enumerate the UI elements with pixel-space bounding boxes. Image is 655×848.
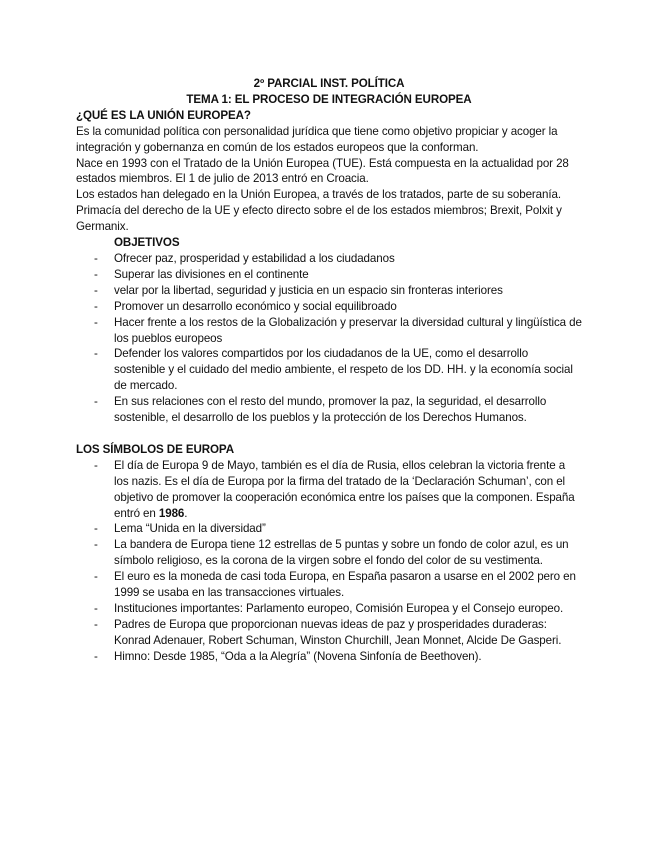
dash-bullet: - <box>94 522 98 536</box>
list-item <box>76 315 582 347</box>
list-item <box>76 537 582 569</box>
list-item-text: Instituciones importantes: Parlamento europeo, Comisión Europea y el Consejo europeo. <box>114 602 564 615</box>
paragraph: Nace en 1993 con el Tratado de la Unión Europea (TUE). Está compuesta en la actualidad por 28 estados miembros. El 1 de julio de 2013 entró en Croacia. <box>76 156 569 186</box>
list-item <box>76 617 582 649</box>
symbols-list <box>76 458 582 665</box>
dash-bullet: - <box>94 347 98 361</box>
paragraph: Los estados han delegado en la Unión Europea, a través de los tratados, parte de su soberanía. <box>76 188 561 202</box>
list-item-end: . <box>184 506 188 520</box>
list-item <box>76 346 582 394</box>
dash-bullet: - <box>94 602 98 615</box>
dash-bullet: - <box>94 251 98 265</box>
dash-bullet: - <box>94 458 98 472</box>
dash-bullet: - <box>94 315 98 329</box>
dash-bullet: - <box>94 283 98 297</box>
document-body <box>76 76 582 665</box>
list-item-text: La bandera de Europa tiene 12 estrellas de 5 puntas y sobre un fondo de color azul, es un símbolo religioso, es la corona de la virgen sobre el fondo del color de su vestimenta. <box>114 538 569 568</box>
dash-bullet: - <box>94 395 98 409</box>
list-item-text: En sus relaciones con el resto del mundo, promover la paz, la seguridad, el desarrollo sostenible, el desarrollo de los pueblos y la protección de los Derechos Humanos. <box>114 395 547 425</box>
document-title: 2º PARCIAL INST. POLÍTICA <box>253 77 405 90</box>
year-highlight: 1986 <box>158 506 185 520</box>
dash-bullet: - <box>94 649 98 663</box>
list-item-text: velar por la libertad, seguridad y justicia en un espacio sin fronteras interiores <box>114 283 503 297</box>
list-item-text: El día de Europa 9 de Mayo, también es el día de Rusia, ellos celebran la victoria frente a los nazis. Es el día de Europa por la firma del tratado de la ‘Declaración Schuman’, con el objetivo de promover la cooperación económica entre los países que la componen. España entró en <box>114 458 575 520</box>
list-item-text: Ofrecer paz, prosperidad y estabilidad a los ciudadanos <box>114 251 395 265</box>
list-item <box>76 521 582 537</box>
list-item-text: Lema “Unida en la diversidad” <box>114 522 266 536</box>
list-item <box>76 251 582 267</box>
list-item-text: Himno: Desde 1985, “Oda a la Alegría” (Novena Sinfonía de Beethoven). <box>114 649 482 663</box>
list-item-text: Padres de Europa que proporcionan nuevas ideas de paz y prosperidades duraderas: Konrad Adenauer, Robert Schuman, Winston Churchill, Jean Monnet, Alcide De Gasperi. <box>114 617 562 647</box>
list-item <box>76 394 582 426</box>
list-item <box>76 569 582 601</box>
paragraph: Primacía del derecho de la UE y efecto directo sobre el de los estados miembros; Brexit, Polxit y Germanix. <box>76 204 562 234</box>
list-item-text: Hacer frente a los restos de la Globalización y preservar la diversidad cultural y lingüística de los pueblos europeos <box>114 315 582 345</box>
dash-bullet: - <box>94 267 98 281</box>
list-item-text: Promover un desarrollo económico y social equilibroado <box>114 299 397 313</box>
dash-bullet: - <box>94 538 98 552</box>
document-subtitle: TEMA 1: EL PROCESO DE INTEGRACIÓN EUROPEA <box>186 92 472 106</box>
list-item <box>76 458 582 522</box>
list-item-text: Superar las divisiones en el continente <box>114 267 309 281</box>
list-item <box>76 601 582 617</box>
list-item <box>76 649 582 665</box>
spacer <box>76 426 582 442</box>
section-heading-symbols: LOS SÍMBOLOS DE EUROPA <box>76 442 234 456</box>
objectives-list <box>76 251 582 426</box>
dash-bullet: - <box>94 617 98 631</box>
paragraph: Es la comunidad política con personalidad jurídica que tiene como objetivo propiciar y acoger la integración y gobernanza en común de los estados europeos que la conforman. <box>76 124 558 154</box>
list-item <box>76 267 582 283</box>
list-item-text: Defender los valores compartidos por los ciudadanos de la UE, como el desarrollo sostenible y el cuidado del medio ambiente, el respeto de los DD. HH. y la economía social de mercado. <box>114 347 573 393</box>
objectives-heading: OBJETIVOS <box>114 236 180 250</box>
dash-bullet: - <box>94 299 98 313</box>
list-item <box>76 299 582 315</box>
section-heading-ue: ¿QUÉ ES LA UNIÓN EUROPEA? <box>76 108 251 122</box>
list-item <box>76 283 582 299</box>
list-item-text: El euro es la moneda de casi toda Europa, en España pasaron a usarse en el 2002 pero en 1999 se usaba en las transacciones virtuales. <box>114 570 576 600</box>
dash-bullet: - <box>94 570 98 584</box>
